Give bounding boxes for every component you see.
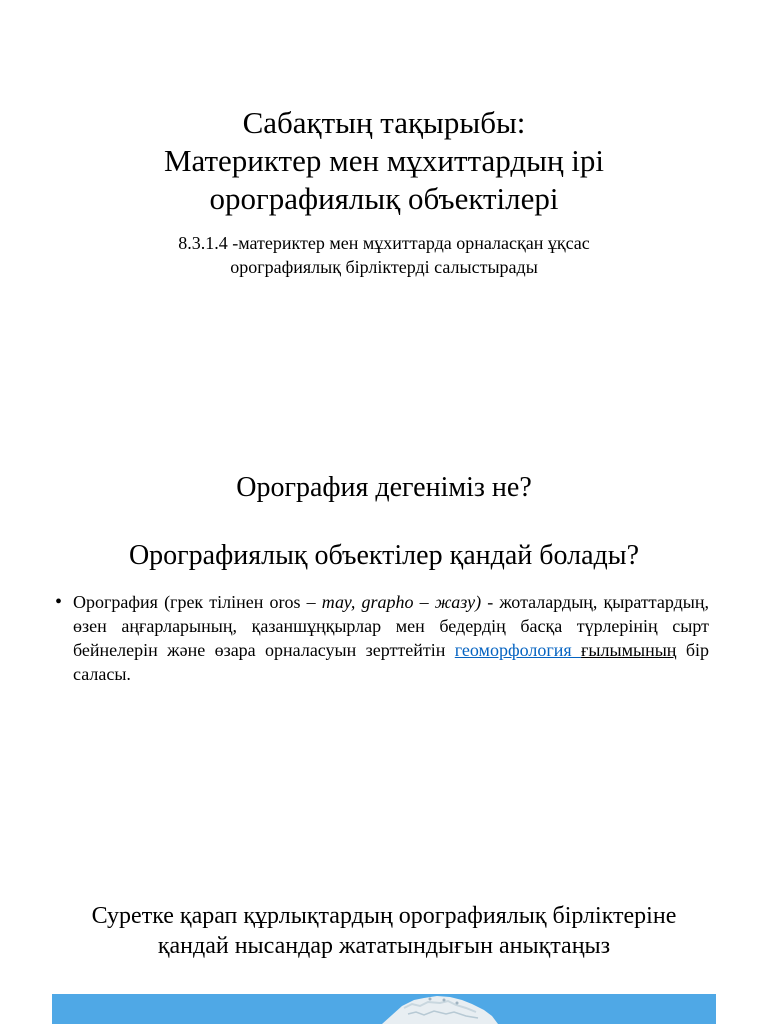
bullet-icon: • (55, 591, 63, 613)
learning-objective (60, 231, 708, 279)
relief-map-image (52, 994, 716, 1024)
definition-part-1: Орография (грек тілінен oros – (73, 592, 322, 612)
question-1: Орография дегеніміз не? (236, 472, 532, 503)
title-line-1: Сабақтың тақырыбы: (242, 105, 526, 140)
definition-part-2: - жоталардың, қыраттардың, өзен аңғарларының, қазаншұңқырлар мен бедердің басқа түрлерінің сырт бейнелерін және өзара орналасуын зерттейтін (73, 592, 709, 660)
title-line-3: орографиялық объектілері (209, 181, 559, 216)
task-line-1: Суретке қарап құрлықтардың орографиялық бірліктеріне (91, 903, 677, 929)
science-link[interactable]: ғылымының (581, 640, 677, 660)
definition-bullet (55, 590, 709, 686)
geomorphology-link[interactable]: геоморфология (454, 640, 582, 660)
definition-part-3: бір саласы. (73, 640, 709, 684)
slide-title (0, 104, 768, 218)
question-2: Орографиялық объектілер қандай болады? (128, 540, 640, 571)
definition-italic: тау, grapho – жазу) (321, 592, 482, 612)
objective-line-2: орографиялық бірліктерді салыстырады (230, 257, 538, 277)
title-line-2: Материктер мен мұхиттардың ірі (163, 143, 605, 178)
objective-line-1: 8.3.1.4 -материктер мен мұхиттарда орналасқан ұқсас (178, 233, 590, 253)
definition-text (73, 590, 709, 686)
relief-map-graphic (52, 994, 716, 1024)
task-instruction (0, 901, 768, 961)
task-line-2: қандай нысандар жататындығын анықтаңыз (157, 933, 611, 959)
